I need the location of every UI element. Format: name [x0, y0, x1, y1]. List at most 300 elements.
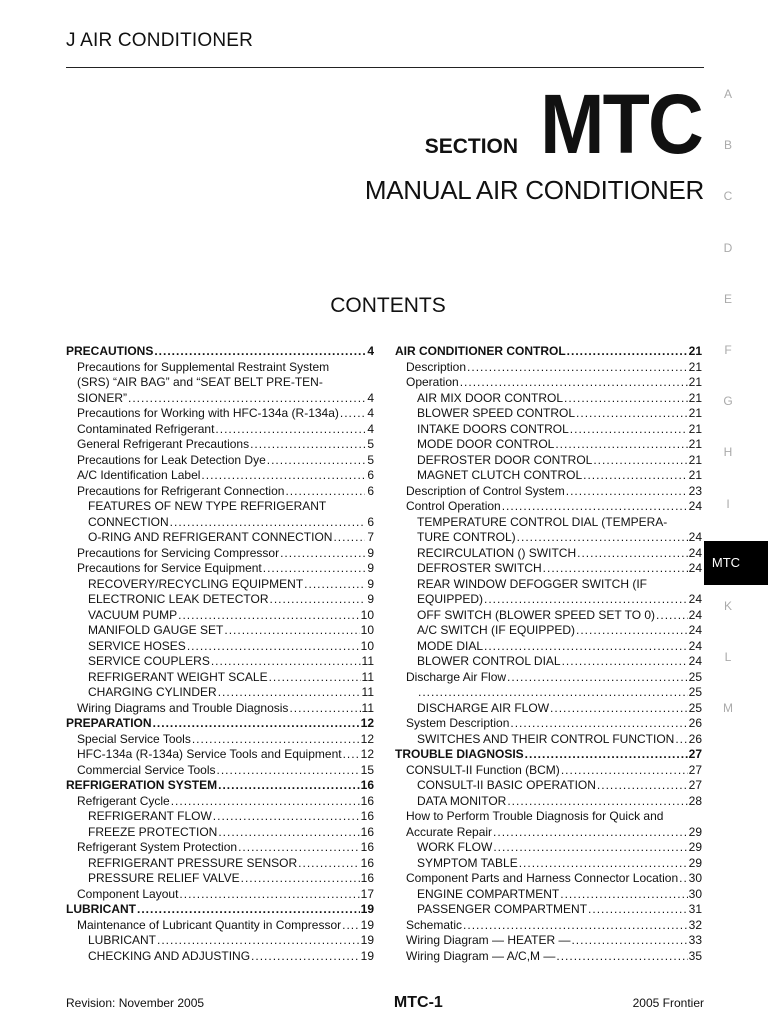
toc-entry-page: 19	[360, 902, 374, 916]
toc-leader-dots	[502, 499, 688, 515]
toc-leader-dots	[217, 763, 360, 779]
toc-leader-dots	[507, 794, 687, 810]
toc-leader-dots	[460, 375, 688, 391]
toc-entry-label: A/C SWITCH (IF EQUIPPED)	[417, 623, 576, 637]
toc-leader-dots	[153, 716, 360, 732]
toc-entry[interactable]	[395, 902, 702, 918]
toc-entry[interactable]	[395, 825, 702, 841]
side-tab-mtc[interactable]	[704, 541, 768, 585]
toc-entry-page: 9	[367, 561, 374, 575]
toc-entry-label: Precautions for Supplemental Restraint System	[77, 359, 330, 374]
toc-entry[interactable]	[66, 732, 374, 748]
toc-entry[interactable]	[66, 778, 374, 794]
toc-leader-dots	[201, 468, 365, 484]
toc-entry[interactable]	[395, 344, 702, 360]
toc-entry-label: (SRS) “AIR BAG” and “SEAT BELT PRE-TEN-	[77, 375, 323, 389]
toc-entry-label: SERVICE HOSES	[88, 638, 186, 653]
toc-entry-page: 25	[688, 685, 702, 699]
toc-leader-dots	[213, 809, 360, 825]
toc-entry-page: 16	[360, 824, 374, 839]
toc-entry-label: Description of Control System	[406, 483, 565, 498]
toc-leader-dots	[571, 933, 687, 949]
toc-leader-dots	[137, 902, 360, 918]
toc-entry-label: CONNECTION	[88, 514, 169, 529]
toc-entry[interactable]	[66, 933, 374, 949]
toc-leader-dots	[555, 437, 687, 453]
side-tab-label: E	[723, 291, 732, 306]
toc-entry-label: Precautions for Refrigerant Connection	[77, 483, 285, 498]
toc-entry-label: How to Perform Trouble Diagnosis for Quick and	[406, 809, 664, 823]
toc-entry[interactable]	[66, 453, 374, 469]
toc-entry-label: INTAKE DOORS CONTROL	[417, 421, 569, 436]
toc-entry-label: MANIFOLD GAUGE SET	[88, 623, 224, 637]
toc-entry[interactable]	[66, 639, 374, 655]
toc-leader-dots	[561, 763, 688, 779]
toc-entry-page: 29	[688, 855, 702, 870]
toc-entry[interactable]	[395, 437, 702, 453]
toc-entry-label: WORK FLOW	[417, 840, 493, 854]
toc-entry-page: 16	[360, 840, 374, 854]
toc-entry-page: 21	[688, 452, 702, 467]
toc-leader-dots	[298, 856, 359, 872]
toc-leader-dots	[656, 608, 688, 624]
toc-entry-page: 24	[688, 638, 702, 653]
toc-entry-label: DEFROSTER SWITCH	[417, 561, 542, 575]
toc-leader-dots	[179, 887, 359, 903]
toc-entry-page: 19	[360, 933, 374, 947]
toc-entry-label: SIONER”	[77, 390, 128, 405]
toc-leader-dots	[269, 670, 361, 686]
toc-entry[interactable]	[395, 422, 702, 438]
toc-entry-label: MODE DIAL	[417, 638, 484, 653]
toc-entry-label: HFC-134a (R-134a) Service Tools and Equipment	[77, 747, 342, 761]
toc-entry-page: 9	[367, 545, 374, 560]
toc-entry-page: 35	[688, 948, 702, 963]
toc-entry[interactable]	[66, 437, 374, 453]
toc-entry-label: MODE DOOR CONTROL	[417, 437, 555, 451]
toc-entry[interactable]	[66, 825, 374, 841]
toc-leader-dots	[192, 732, 360, 748]
toc-entry[interactable]	[66, 623, 374, 639]
toc-entry-label: CONSULT-II Function (BCM)	[406, 762, 560, 777]
toc-entry-page: 9	[367, 592, 374, 606]
toc-leader-dots	[280, 546, 365, 562]
toc-entry-page: 29	[688, 840, 702, 854]
toc-leader-dots	[507, 670, 688, 686]
toc-leader-dots	[583, 468, 688, 484]
toc-entry-label: Precautions for Leak Detection Dye	[77, 452, 266, 467]
toc-entry[interactable]	[395, 375, 702, 391]
toc-leader-dots	[567, 344, 688, 360]
toc-entry-label: Special Service Tools	[77, 731, 191, 746]
toc-entry[interactable]	[395, 701, 702, 717]
side-tab-f[interactable]	[704, 340, 768, 384]
toc-entry-label: SERVICE COUPLERS	[88, 654, 210, 668]
side-tab-e[interactable]	[704, 289, 768, 333]
toc-leader-dots	[187, 639, 360, 655]
toc-entry[interactable]	[395, 406, 702, 422]
toc-entry[interactable]	[66, 794, 374, 810]
toc-entry-page: 24	[688, 607, 702, 622]
toc-entry-label: RECOVERY/RECYCLING EQUIPMENT	[88, 576, 304, 591]
side-tab-label: I	[726, 496, 730, 511]
side-tab-label: A	[723, 87, 732, 101]
toc-entry[interactable]	[395, 918, 702, 934]
toc-entry[interactable]	[395, 670, 702, 686]
toc-entry-label: RECIRCULATION () SWITCH	[417, 545, 577, 560]
side-tab-h[interactable]	[704, 442, 768, 486]
toc-leader-dots	[550, 701, 688, 717]
toc-entry[interactable]	[66, 871, 374, 887]
toc-entry[interactable]	[395, 794, 702, 810]
toc-entry[interactable]	[66, 856, 374, 872]
toc-leader-dots	[218, 685, 361, 701]
side-tab-b[interactable]	[704, 135, 768, 179]
toc-entry[interactable]	[395, 732, 702, 748]
toc-leader-dots	[170, 515, 365, 531]
toc-entry[interactable]	[66, 670, 374, 686]
toc-entry[interactable]	[395, 747, 702, 763]
toc-entry[interactable]	[395, 499, 702, 515]
toc-entry-label: FEATURES OF NEW TYPE REFRIGERANT	[88, 499, 327, 513]
toc-entry-label: Contaminated Refrigerant	[77, 421, 215, 436]
toc-leader-dots	[224, 623, 359, 639]
toc-leader-dots	[289, 701, 360, 717]
toc-entry[interactable]	[66, 685, 374, 701]
toc-entry[interactable]	[66, 546, 374, 562]
toc-entry-label: CONSULT-II BASIC OPERATION	[417, 778, 596, 792]
toc-entry[interactable]	[395, 530, 702, 546]
toc-entry-label: ENGINE COMPARTMENT	[417, 886, 560, 901]
toc-entry-page: 24	[688, 530, 702, 544]
toc-leader-dots	[560, 887, 687, 903]
toc-entry[interactable]	[395, 933, 702, 949]
toc-entry[interactable]	[395, 871, 702, 887]
toc-entry[interactable]	[395, 453, 702, 469]
side-tab-d[interactable]	[704, 238, 768, 282]
toc-entry-label: DEFROSTER DOOR CONTROL	[417, 452, 593, 467]
toc-leader-dots	[215, 422, 365, 438]
toc-entry-label: Wiring Diagrams and Trouble Diagnosis	[77, 700, 289, 715]
toc-entry-label: Description	[406, 359, 467, 374]
section-code: MTC	[540, 77, 702, 171]
toc-entry-page: 16	[360, 855, 374, 870]
toc-entry-label: LUBRICANT	[66, 902, 136, 916]
toc-entry[interactable]	[395, 484, 702, 500]
toc-entry-label: TROUBLE DIAGNOSIS	[395, 747, 524, 761]
toc-entry-page: 21	[688, 468, 702, 482]
toc-entry-page: 7	[367, 530, 374, 544]
toc-leader-dots	[218, 778, 360, 794]
toc-leader-dots	[285, 484, 365, 500]
toc-leader-dots	[418, 685, 688, 701]
section-line	[424, 77, 702, 171]
toc-entry-page: 11	[361, 685, 374, 699]
toc-entry-page: 21	[688, 359, 702, 374]
toc-leader-dots	[178, 608, 360, 624]
toc-leader-dots	[263, 561, 365, 577]
toc-entry[interactable]	[66, 484, 374, 500]
side-tab-label: H	[723, 445, 733, 460]
toc-entry-label: Discharge Air Flow	[406, 669, 507, 684]
toc-leader-dots	[267, 453, 365, 469]
toc-leader-dots	[679, 871, 687, 887]
toc-leader-dots	[597, 778, 688, 794]
toc-leader-dots	[467, 360, 688, 376]
header-rule	[66, 67, 704, 68]
toc-entry-label: DATA MONITOR	[417, 793, 507, 808]
side-tab-l[interactable]	[704, 647, 768, 691]
toc-entry-label: LUBRICANT	[88, 933, 157, 947]
toc-entry[interactable]	[395, 468, 702, 484]
toc-entry-label: TEMPERATURE CONTROL DIAL (TEMPERA-	[417, 514, 668, 529]
toc-entry[interactable]	[66, 902, 374, 918]
toc-column-right	[395, 344, 702, 964]
toc-leader-dots	[510, 716, 687, 732]
toc-entry-label: REFRIGERANT FLOW	[88, 809, 212, 823]
toc-entry-label: REFRIGERANT PRESSURE SENSOR	[88, 855, 298, 870]
toc-entry[interactable]	[66, 716, 374, 732]
toc-entry[interactable]	[395, 561, 702, 577]
toc-entry-label: Component Layout	[77, 886, 179, 901]
toc-entry[interactable]	[395, 778, 702, 794]
side-tab-label: MTC	[711, 554, 741, 570]
toc-entry-page: 21	[688, 406, 702, 420]
toc-entry[interactable]	[395, 654, 702, 670]
toc-entry[interactable]	[395, 887, 702, 903]
toc-entry[interactable]	[66, 949, 374, 965]
toc-entry-page: 21	[688, 375, 702, 389]
toc-entry-page: 5	[367, 452, 374, 467]
toc-entry-label: SYMPTOM TABLE	[417, 855, 518, 870]
toc-leader-dots	[251, 949, 360, 965]
toc-entry[interactable]	[66, 391, 374, 407]
page-footer	[66, 994, 704, 1012]
toc-entry-label: BLOWER CONTROL DIAL	[417, 654, 561, 668]
toc-leader-dots	[566, 484, 688, 500]
toc-entry[interactable]	[395, 856, 702, 872]
toc-entry[interactable]	[66, 375, 374, 391]
toc-entry[interactable]	[66, 654, 374, 670]
toc-entry-label: Wiring Diagram — HEATER —	[406, 933, 571, 947]
toc-entry-label: Refrigerant System Protection	[77, 840, 238, 854]
toc-entry-page: 16	[360, 871, 374, 885]
toc-entry-label: Maintenance of Lubricant Quantity in Compressor	[77, 917, 342, 932]
side-tab-g[interactable]	[704, 391, 768, 435]
toc-entry[interactable]	[66, 840, 374, 856]
toc-entry-page: 30	[688, 886, 702, 901]
toc-entry[interactable]	[395, 515, 702, 531]
side-tab-label: G	[723, 394, 733, 409]
toc-entry-label: PRESSURE RELIEF VALVE	[88, 871, 240, 885]
toc-entry[interactable]	[395, 949, 702, 965]
toc-entry[interactable]	[66, 360, 374, 376]
footer-page-number: MTC-1	[393, 994, 443, 1011]
toc-entry[interactable]	[66, 406, 374, 422]
toc-entry-page: 10	[360, 607, 374, 622]
toc-entry-label: General Refrigerant Precautions	[77, 437, 250, 451]
toc-entry-label: Operation	[406, 375, 459, 389]
toc-entry[interactable]	[395, 809, 702, 825]
toc-leader-dots	[493, 825, 688, 841]
toc-entry[interactable]	[66, 344, 374, 360]
toc-entry-page: 26	[688, 716, 702, 730]
toc-entry[interactable]	[395, 639, 702, 655]
toc-entry[interactable]	[66, 561, 374, 577]
toc-entry-label: Schematic	[406, 917, 463, 932]
toc-entry-page: 16	[360, 793, 374, 808]
toc-entry-page: 25	[688, 700, 702, 715]
toc-entry-page: 6	[367, 514, 374, 529]
toc-leader-dots	[543, 561, 688, 577]
toc-leader-dots	[484, 639, 688, 655]
toc-leader-dots	[333, 530, 365, 546]
toc-entry-label: REAR WINDOW DEFOGGER SWITCH (IF	[417, 576, 647, 591]
side-tab-i[interactable]	[704, 494, 768, 538]
toc-entry-label: REFRIGERATION SYSTEM	[66, 778, 218, 792]
footer-model: 2005 Frontier	[632, 996, 704, 1010]
toc-entry[interactable]	[66, 530, 374, 546]
side-tab-k[interactable]	[704, 596, 768, 640]
toc-entry-label: MAGNET CLUTCH CONTROL	[417, 468, 583, 482]
toc-entry[interactable]	[66, 701, 374, 717]
side-tab-m[interactable]	[704, 698, 768, 742]
toc-entry-page: 4	[367, 390, 374, 405]
toc-entry-page: 12	[360, 716, 374, 730]
toc-entry[interactable]	[66, 468, 374, 484]
toc-leader-dots	[562, 654, 688, 670]
toc-entry[interactable]	[395, 391, 702, 407]
toc-entry[interactable]	[395, 577, 702, 593]
toc-entry-label: CHECKING AND ADJUSTING	[88, 948, 251, 963]
toc-entry[interactable]	[66, 747, 374, 763]
toc-leader-dots	[675, 732, 687, 748]
toc-leader-dots	[484, 592, 688, 608]
toc-entry-page: 29	[688, 824, 702, 839]
toc-entry-page: 24	[688, 499, 702, 513]
toc-entry[interactable]	[395, 623, 702, 639]
toc-leader-dots	[343, 747, 360, 763]
toc-entry[interactable]	[66, 763, 374, 779]
section-title: MANUAL AIR CONDITIONER	[364, 175, 704, 205]
toc-entry-page: 31	[688, 902, 702, 916]
toc-entry-label: Refrigerant Cycle	[77, 793, 170, 808]
toc-entry-label: VACUUM PUMP	[88, 607, 178, 622]
toc-entry-page: 23	[688, 483, 702, 498]
toc-entry-label: Accurate Repair	[406, 824, 493, 839]
toc-entry-page: 6	[367, 468, 374, 482]
toc-entry[interactable]	[66, 515, 374, 531]
toc-leader-dots	[593, 453, 687, 469]
toc-entry-label: Component Parts and Harness Connector Location	[406, 871, 679, 885]
toc-entry[interactable]	[66, 809, 374, 825]
toc-leader-dots	[493, 840, 687, 856]
side-tab-label: C	[723, 189, 733, 204]
toc-entry[interactable]	[66, 887, 374, 903]
side-tab-a[interactable]	[704, 84, 768, 128]
toc-entry[interactable]	[66, 918, 374, 934]
toc-entry[interactable]	[395, 592, 702, 608]
toc-entry-label: Control Operation	[406, 499, 501, 513]
toc-entry[interactable]	[395, 608, 702, 624]
toc-entry-label: PASSENGER COMPARTMENT	[417, 902, 588, 916]
toc-entry-label: FREEZE PROTECTION	[88, 824, 218, 839]
toc-entry-label: PREPARATION	[66, 716, 152, 730]
toc-entry-page: 21	[688, 344, 702, 358]
toc-entry-label: Precautions for Working with HFC-134a (R-134a)	[77, 406, 339, 420]
toc-entry[interactable]	[66, 422, 374, 438]
toc-entry[interactable]	[395, 840, 702, 856]
toc-entry-label: EQUIPPED)	[417, 592, 484, 606]
toc-entry-page: 25	[688, 669, 702, 684]
toc-entry[interactable]	[66, 608, 374, 624]
toc-leader-dots	[342, 918, 360, 934]
toc-entry-label: OFF SWITCH (BLOWER SPEED SET TO 0)	[417, 607, 656, 622]
toc-entry-page: 28	[688, 793, 702, 808]
toc-entry-label: Wiring Diagram — A/C,M —	[406, 948, 556, 963]
toc-leader-dots	[570, 422, 688, 438]
toc-entry[interactable]	[395, 546, 702, 562]
toc-entry-page: 12	[360, 747, 374, 761]
toc-leader-dots	[519, 856, 688, 872]
toc-entry[interactable]	[66, 499, 374, 515]
side-tab-label: B	[723, 138, 732, 153]
toc-entry-page: 17	[360, 886, 374, 901]
toc-leader-dots	[576, 623, 688, 639]
toc-entry-page: 27	[688, 747, 702, 761]
toc-entry-page: 27	[688, 778, 702, 792]
toc-entry-page: 15	[360, 762, 374, 777]
side-tab-c[interactable]	[704, 186, 768, 230]
toc-entry[interactable]	[66, 592, 374, 608]
side-tab-label: M	[723, 701, 733, 716]
toc-leader-dots	[238, 840, 360, 856]
toc-entry[interactable]	[66, 577, 374, 593]
toc-entry-page: 21	[688, 437, 702, 451]
toc-entry-label: O-RING AND REFRIGERANT CONNECTION	[88, 530, 333, 544]
toc-entry-page: 10	[360, 623, 374, 637]
toc-leader-dots	[577, 546, 688, 562]
contents-heading: CONTENTS	[330, 294, 446, 317]
side-tab-label: K	[723, 599, 732, 613]
toc-leader-dots	[154, 344, 365, 360]
side-tab-label: D	[723, 240, 733, 255]
toc-entry-page: 4	[367, 406, 374, 420]
toc-entry-label: Precautions for Servicing Compressor	[77, 545, 280, 560]
toc-entry-page: 24	[688, 623, 702, 637]
toc-leader-dots	[250, 437, 365, 453]
toc-entry-page: 10	[360, 638, 374, 653]
toc-entry[interactable]	[395, 360, 702, 376]
toc-entry-page: 24	[688, 561, 702, 575]
toc-entry[interactable]	[395, 763, 702, 779]
footer-revision: Revision: November 2005	[66, 996, 205, 1010]
toc-leader-dots	[564, 391, 688, 407]
toc-entry-page: 11	[361, 669, 374, 684]
toc-column-left	[66, 344, 374, 964]
toc-leader-dots	[218, 825, 359, 841]
toc-entry-label: AIR MIX DOOR CONTROL	[417, 390, 564, 405]
toc-entry-page: 24	[688, 545, 702, 560]
toc-entry-page: 26	[688, 731, 702, 746]
toc-entry-page: 11	[361, 654, 374, 668]
section-word: SECTION	[424, 135, 519, 158]
toc-entry-page: 4	[367, 344, 374, 358]
toc-entry-label: Commercial Service Tools	[77, 762, 216, 777]
toc-entry[interactable]	[395, 685, 702, 701]
toc-entry[interactable]	[395, 716, 702, 732]
toc-entry-page: 16	[360, 778, 374, 792]
